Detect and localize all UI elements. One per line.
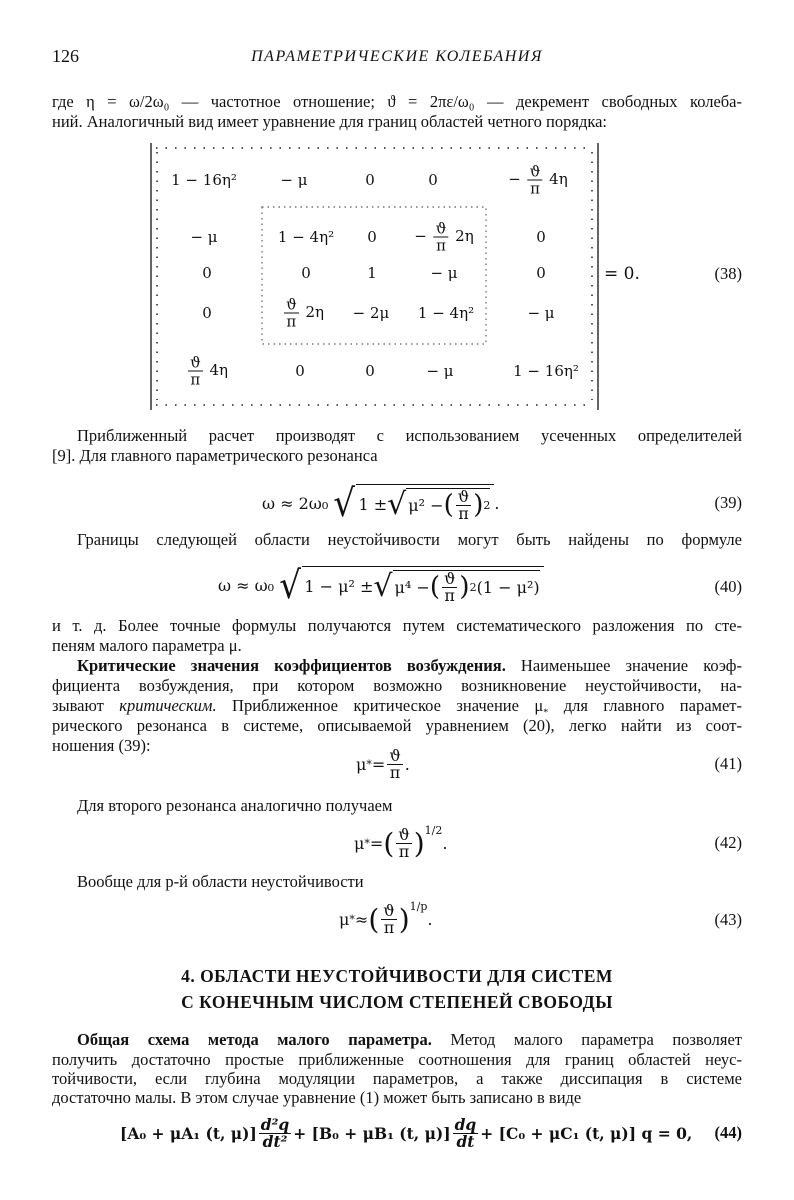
matrix-38-rhs: = 0. [604,264,640,284]
equation-39: ω ≈ 2ω₀ √ 1 ± √ μ² − ( $\frac{ϑ}{\pi}$ ) 2 . [262,481,500,525]
section-title-line-2: С КОНЕЧНЫМ ЧИСЛОМ СТЕПЕНЕЙ СВОБОДЫ [181,992,613,1012]
equation-42: μ * = ( $\frac{ϑ}{\pi}$ ) $^{1/2}$ . [354,824,448,861]
para4-line-4: рического резонанса в системе, описываемой уравнением (20), легко найти из соот- [52,716,742,735]
m38-r5-c2: 0 [295,362,305,380]
para3-line-1: и т. д. Более точные формулы получаются путем систематического разложения по сте- [52,616,742,635]
para6-line-1: Вообще для p-й области неустойчивости [77,872,364,891]
m38-r2-c3: 0 [367,228,377,246]
equation-43: μ * ≈ ( $\frac{ϑ}{\pi}$ ) $^{1/p}$ . [339,900,433,937]
para4-line-2: фициента возбуждения, при котором возможно возникновение неустойчивости, на- [52,676,742,695]
m38-r1-c4: 0 [428,171,438,189]
para5-line-1: Для второго резонанса аналогично получаем [77,796,393,815]
m38-r4-c3: − 2μ [352,304,390,322]
m38-r4-c4: 1 − 4η² [417,304,475,322]
m38-r4-c5: − μ [527,304,555,322]
para1-line-1: Приближенный расчет производят с использованием усеченных определителей [77,426,742,445]
para7-line-3: тойчивости, если глубина модуляции параметров, а также диссипация в системе [52,1069,742,1088]
equation-41: μ * = $\frac{ϑ}{\pi}$ . [356,745,410,782]
para7-line-4: достаточно малы. В этом случае уравнение (1) может быть записано в виде [52,1088,582,1107]
m38-r1-c3: 0 [365,171,375,189]
m38-r5-c4: − μ [426,362,454,380]
equation-number-39: (39) [714,493,742,512]
page-number: 126 [52,46,79,66]
equation-number-44: (44) [714,1123,742,1142]
m38-r3-c4: − μ [430,264,458,282]
m38-r2-c1: − μ [190,228,218,246]
running-title: ПАРАМЕТРИЧЕСКИЕ КОЛЕБАНИЯ [251,48,543,65]
para4-line-3: зывают критическим. Приближенное критическое значение $\mu_*$ для главного парамет- [52,696,742,719]
m38-r3-c5: 0 [536,264,546,282]
m38-r5-c1: $\frac{ϑ}{\pi}$ 4η [189,353,229,389]
equation-40: ω ≈ ω₀ √ 1 − μ² ± √ μ⁴ − ( $\frac{ϑ}{\pi}$ ) 2 (1 − μ²) [218,560,544,610]
m38-r1-c1: 1 − 16η² [171,171,237,189]
para2-line-1: Границы следующей области неустойчивости могут быть найдены по формуле [77,530,742,549]
intro-line-1: где η = ω/2ω₀ — частотное отношение; ϑ = 2πε/ω₀ — декремент свободных колеба- [52,92,742,111]
m38-r2-c4: − $\frac{ϑ}{\pi}$ 2η [414,219,474,255]
equation-number-40: (40) [714,577,742,596]
m38-r2-c5: 0 [536,228,546,246]
para7-line-2: получить достаточно простые приближенные соотношения для границ областей неус- [52,1050,742,1069]
m38-r5-c3: 0 [365,362,375,380]
equation-44: [A₀ + μA₁ (t, μ)] $\frac{\text{d²q}}{\text{dt²}}$ + [B₀ + μB₁ (t, μ)] $\frac{dq}{dt}$ + [C₀ + μC₁ (t, μ)] q = 0, [120,1114,693,1151]
para4-line-5: ношения (39): [52,736,151,755]
equation-number-42: (42) [714,833,742,852]
m38-r1-c5: − $\frac{ϑ}{\pi}$ 4η [508,162,568,198]
m38-r4-c1: 0 [202,304,212,322]
equation-number-43: (43) [714,910,742,929]
para3-line-2: пеням малого параметра μ. [52,636,242,655]
para7-line-1: Общая схема метода малого параметра. Метод малого параметра позволяет [77,1030,742,1049]
para4-line-1: Критические значения коэффициентов возбуждения. Наименьшее значение коэф- [77,656,742,675]
m38-r3-c2: 0 [301,264,311,282]
equation-number-41: (41) [714,754,742,773]
intro-line-2: ний. Аналогичный вид имеет уравнение для границ областей четного порядка: [52,112,608,131]
equation-number-38: (38) [714,264,742,283]
m38-r3-c1: 0 [202,264,212,282]
m38-r3-c3: 1 [367,264,377,282]
m38-r1-c2: − μ [280,171,308,189]
para1-line-2: [9]. Для главного параметрического резонанса [52,446,378,465]
section-title-line-1: 4. ОБЛАСТИ НЕУСТОЙЧИВОСТИ ДЛЯ СИСТЕМ [181,966,613,986]
m38-r4-c2: $\frac{ϑ}{\pi}$ 2η [285,295,325,331]
m38-r2-c2: 1 − 4η² [277,228,335,246]
m38-r5-c5: 1 − 16η² [513,362,579,380]
